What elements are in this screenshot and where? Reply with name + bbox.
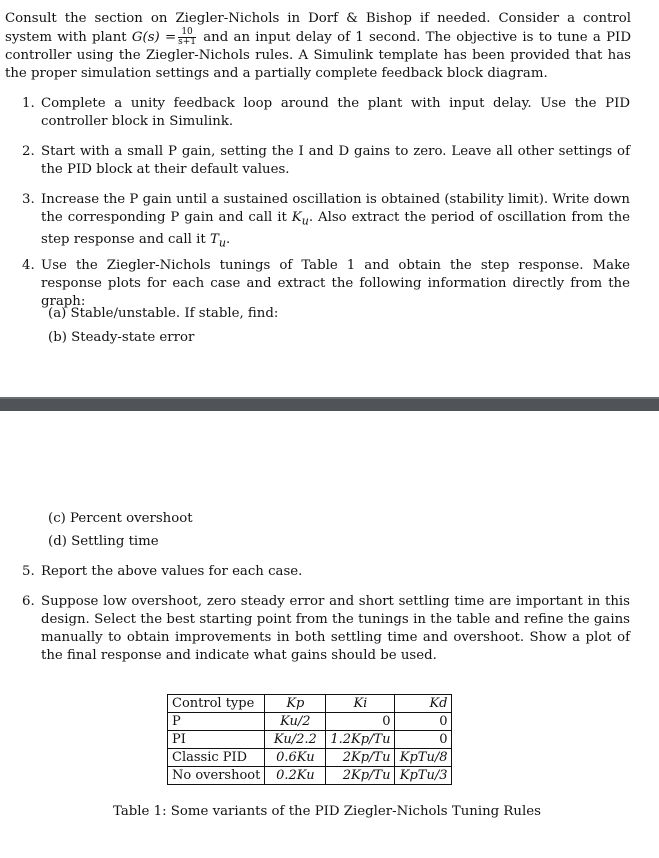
item-number: 5.	[22, 564, 35, 579]
fraction-numerator: 10	[178, 28, 196, 38]
subitem-a: (a) Stable/unstable. If stable, find:	[48, 306, 279, 321]
subitem-c: (c) Percent overshoot	[48, 511, 193, 526]
cell: 0	[395, 713, 452, 731]
item-number: 2.	[22, 144, 35, 159]
list-item-3	[22, 191, 630, 252]
item-text-part: .	[226, 231, 231, 247]
intro-text-2: and an input delay of 1 second. The objective is to tune a PID controller using the Ziegler-Nichols rules. A Simulink template has been provided that has the proper simulation settings and a partially complete feedback block diagram.	[5, 30, 631, 81]
item-number: 4.	[22, 258, 35, 273]
header-control-type: Control type	[168, 695, 265, 713]
cell: 0.6Ku	[265, 749, 326, 767]
list-item-4	[22, 257, 630, 311]
plant-fraction	[178, 28, 196, 47]
list-item-2	[22, 143, 630, 179]
cell: P	[168, 713, 265, 731]
cell: Ku/2	[265, 713, 326, 731]
cell: 2Kp/Tu	[326, 767, 395, 785]
item-number: 1.	[22, 96, 35, 111]
cell: KpTu/3	[395, 767, 452, 785]
cell: Ku/2.2	[265, 731, 326, 749]
cell: Classic PID	[168, 749, 265, 767]
subitem-d: (d) Settling time	[48, 534, 159, 549]
plant-expression: G(s) =	[131, 30, 177, 45]
item-number: 3.	[22, 192, 35, 207]
cell: 2Kp/Tu	[326, 749, 395, 767]
cell: 1.2Kp/Tu	[326, 731, 395, 749]
ku-subscript: u	[301, 214, 309, 228]
subitem-b: (b) Steady-state error	[48, 330, 195, 345]
item-text	[41, 191, 630, 252]
intro-text-1: Consult the section on Ziegler-Nichols in Dorf & Bishop if needed. Consider a control system with plant	[5, 11, 631, 45]
header-ki: Ki	[326, 695, 395, 713]
cell: No overshoot	[168, 767, 265, 785]
header-kd: Kd	[395, 695, 452, 713]
item-text: Use the Ziegler-Nichols tunings of Table 1 and obtain the step response. Make response plots for each case and extract the following information directly from the graph:	[41, 258, 630, 309]
table-row	[168, 731, 452, 749]
cell: 0	[326, 713, 395, 731]
item-number: 6.	[22, 594, 35, 609]
item-text: Suppose low overshoot, zero steady error and short settling time are important in this design. Select the best starting point from the tunings in the table and refine the gains manually to obtain improvements in both settling time and overshoot. Show a plot of the final response and indicate what gains should be used.	[41, 594, 630, 663]
tu-subscript: u	[218, 236, 226, 250]
item-text: Complete a unity feedback loop around the plant with input delay. Use the PID controller block in Simulink.	[41, 96, 630, 129]
ku-symbol: K	[291, 210, 302, 225]
item-text: Start with a small P gain, setting the I and D gains to zero. Leave all other settings of the PID block at their default values.	[41, 144, 630, 177]
cell: 0.2Ku	[265, 767, 326, 785]
list-item-5	[22, 563, 630, 581]
fraction-denominator: s+1	[178, 37, 196, 47]
ziegler-nichols-table	[167, 694, 452, 785]
cell: 0	[395, 731, 452, 749]
header-kp: Kp	[265, 695, 326, 713]
table-row	[168, 767, 452, 785]
table-header-row	[168, 695, 452, 713]
item-text: Report the above values for each case.	[41, 564, 303, 579]
tu-symbol: T	[209, 231, 219, 247]
table-caption: Table 1: Some variants of the PID Ziegler-Nichols Tuning Rules	[113, 804, 541, 819]
item-text-part: Increase the P gain until a sustained oscillation is obtained (stability limit). Write down the corresponding P gain and call it	[41, 192, 630, 225]
list-item-1	[22, 95, 630, 131]
item-text-part: . Also extract the period of oscillation from the step response and call it	[41, 210, 631, 247]
list-item-6	[22, 593, 630, 665]
cell: KpTu/8	[395, 749, 452, 767]
cell: PI	[168, 731, 265, 749]
page-break-divider	[0, 397, 659, 411]
intro-paragraph	[5, 10, 631, 83]
table-row	[168, 713, 452, 731]
table-row	[168, 749, 452, 767]
